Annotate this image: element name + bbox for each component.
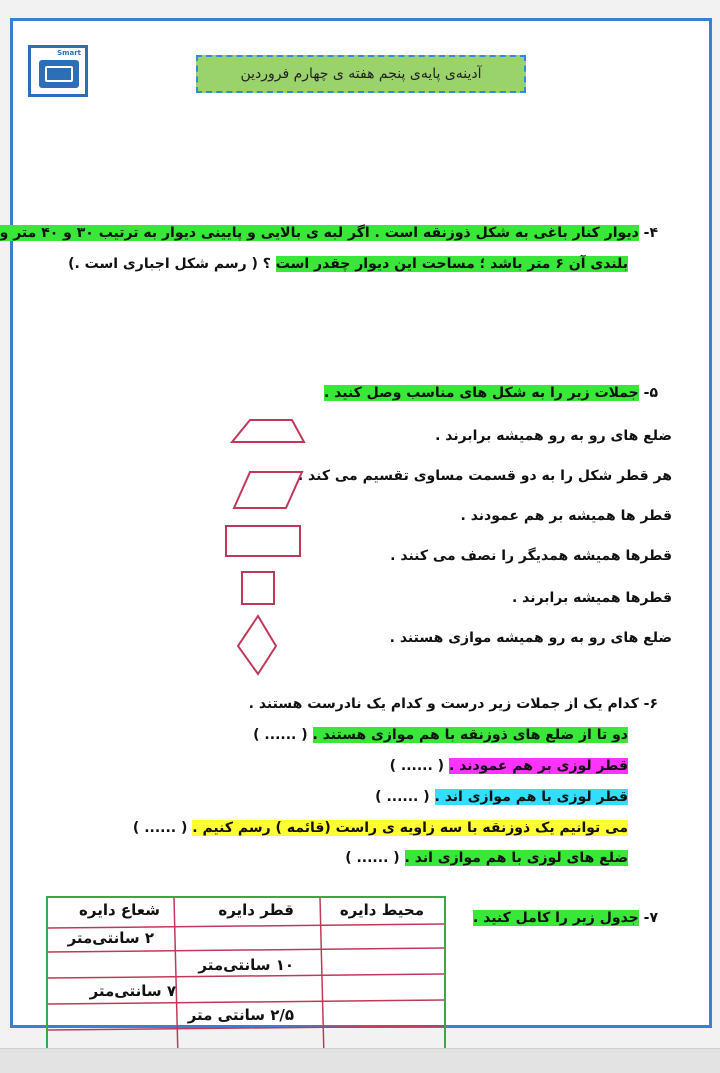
q6-item-blank: ( ...... ) [345,850,405,866]
q6-item-text: قطر لوزی با هم موازی اند . [434,789,628,805]
q6-item-blank: ( ...... ) [375,789,435,805]
q7-prompt: جدول زیر را کامل کنید . [472,910,639,926]
q5-sentence: قطرها همیشه همدیگر را نصف می کنند . [390,548,672,564]
cell-radius-3: ۷ سانتی‌متر [89,982,176,1000]
q6-item [253,727,628,743]
q5-header [324,385,658,401]
parallelogram-shape [234,472,302,508]
q5-sentence: ضلع های رو به رو همیشه موازی هستند . [389,630,672,646]
q5-sentence: قطر ها همیشه بر هم عمودند . [460,508,672,524]
q6-item-text: دو تا از ضلع های ذوزنقه با هم موازی هستند . [312,727,628,743]
square-shape [242,572,274,604]
q5-prompt: جملات زیر را به شکل های مناسب وصل کنید . [323,385,639,401]
header-diameter: قطر دایره [218,901,294,919]
bottom-bar [0,1048,720,1073]
trapezoid-shape [232,420,304,442]
q6-item-text: می توانیم یک ذوزنقه با سه زاویه ی راست (قائمه ) رسم کنیم . [192,820,628,836]
q4-line1 [0,225,658,241]
q5-shapes-svg [220,412,310,682]
cell-diameter-2: ۱۰ سانتی‌متر [198,956,294,974]
circle-table [46,896,446,1056]
q4-number: ۴- [643,225,658,241]
page-title [196,55,526,93]
q6-item [390,758,628,774]
q6-item [375,789,628,805]
q7-number: ۷- [643,910,658,926]
logo-mark-icon [39,60,79,88]
q4-text-line1: دیوار کنار باغی به شکل ذوزنقه است . اگر لبه ی بالایی و پایینی دیوار به ترتیب ۳۰ و ۴۰ متر و [0,225,639,241]
logo-text: Smart [57,49,81,57]
cell-radius-1: ۲ سانتی‌متر [67,929,154,947]
header-radius: شعاع دایره [79,901,160,919]
q6-item [345,850,628,866]
q6-item [133,820,628,836]
page-title-text: آدینه‌ی پایه‌ی پنجم هفته ی چهارم فروردین [240,66,482,82]
circle-table-grid [48,898,446,1056]
q6-number: ۶- [643,696,658,712]
rhombus-shape [238,616,276,674]
cell-diameter-4: ۲/۵ سانتی متر [187,1006,294,1024]
q7-header [473,910,658,926]
q5-sentence: ضلع های رو به رو همیشه برابرند . [435,428,672,444]
q4-text-line2: بلندی آن ۶ متر باشد ؛ مساحت این دیوار چقدر است [275,256,628,272]
q5-number: ۵- [643,385,658,401]
q6-item-blank: ( ...... ) [132,820,193,836]
q6-item-blank: ( ...... ) [389,758,449,774]
q5-sentence: قطرها همیشه برابرند . [511,590,672,606]
rectangle-shape [226,526,300,556]
q4-line2 [68,256,628,272]
q6-item-text: قطر لوزی بر هم عمودند . [448,758,628,774]
q6-header [249,696,658,712]
header-circumference: محیط دایره [339,901,424,919]
q6-prompt: کدام یک از جملات زیر درست و کدام یک نادرست هستند . [248,696,639,712]
q5-sentence: هر قطر شکل را به دو قسمت مساوی تقسیم می کند . [297,468,672,484]
q6-item-text: ضلع های لوزی با هم موازی اند . [404,850,628,866]
q5-shapes [220,412,310,682]
q6-item-blank: ( ...... ) [253,727,313,743]
logo [28,45,88,97]
q4-text-line2-rest: ؟ ( رسم شکل اجباری است .) [68,256,276,272]
